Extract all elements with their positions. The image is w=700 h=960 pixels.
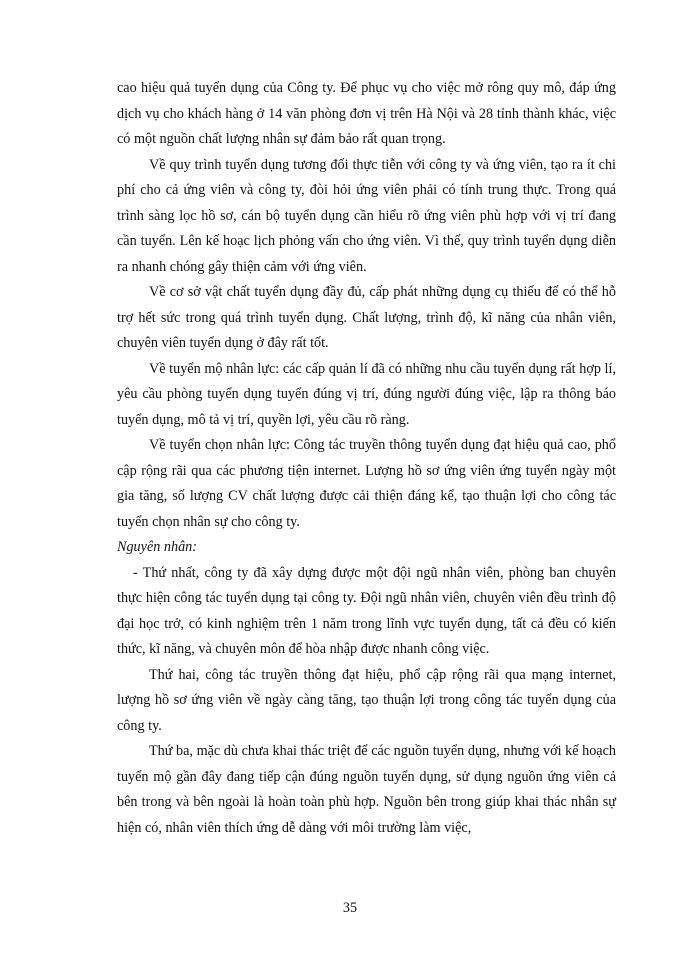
cause-item-first: - Thứ nhất, công ty đã xây dựng được một đội ngũ nhân viên, phòng ban chuyên thực hiện công tác tuyển dụng tại công ty. Đội ngũ nhân viên, chuyên viên đều trình độ đại học trở, có kinh nghiệm trên 1 năm trong lĩnh vực tuyển dụng, tất cả đều có kiến thức, kĩ năng, và chuyên môn để hòa nhập được nhanh công việc.	[117, 564, 616, 657]
body-text	[117, 76, 616, 841]
cause-item-third: Thứ ba, mặc dù chưa khai thác triệt để các nguồn tuyển dụng, nhưng với kế hoạch tuyển mộ gần đây đang tiếp cận đúng nguồn tuyển dụng, sử dụng nguồn ứng viên cả bên trong và bên ngoài là hoàn toàn phù hợp. Nguồn bên trong giúp khai thác nhân sự hiện có, nhân viên thích ứng dễ dàng với môi trường làm việc,	[117, 743, 616, 836]
paragraph-selection: Về tuyển chọn nhân lực: Công tác truyền thông tuyển dụng đạt hiệu quả cao, phổ cập rộng rãi qua các phương tiện internet. Lượng hồ sơ ứng viên ứng tuyển ngày một gia tăng, số lượng CV chất lượng được cải thiện đáng kể, tạo thuận lợi cho công tác tuyển chọn nhân sự cho công ty.	[117, 437, 616, 530]
page-number: 35	[342, 900, 358, 916]
cause-item-second: Thứ hai, công tác truyền thông đạt hiệu, phổ cập rộng rãi qua mạng internet, lượng hồ sơ ứng viên về ngày càng tăng, tạo thuận lợi trong công tác tuyển dụng của công ty.	[117, 666, 616, 734]
paragraph-intro: cao hiệu quả tuyển dụng của Công ty. Để phục vụ cho việc mở rông quy mô, đáp ứng dịch vụ cho khách hàng ở 14 văn phòng đơn vị trên Hà Nội và 28 tỉnh thành khác, việc có một nguồn chất lượng nhân sự đảm bảo rất quan trọng.	[117, 80, 616, 147]
paragraph-process: Về quy trình tuyển dụng tương đối thực tiễn với công ty và ứng viên, tạo ra ít chi phí cho cả ứng viên và công ty, đòi hỏi ứng viên phải có tính trung thực. Trong quá trình sàng lọc hồ sơ, cán bộ tuyển dụng cần hiểu rõ ứng viên phù hợp với vị trí đang cần tuyển. Lên kế hoạc lịch phỏng vấn cho ứng viên. Vì thế, quy trình tuyển dụng diễn ra nhanh chóng gây thiện cảm với ứng viên.	[117, 156, 616, 275]
paragraph-facilities: Về cơ sở vật chất tuyển dụng đầy đủ, cấp phát những dụng cụ thiếu để có thể hỗ trợ hết sức trong quá trình tuyển dụng. Chất lượng, trình độ, kĩ năng của nhân viên, chuyên viên tuyển dụng ở đây rất tốt.	[117, 284, 616, 351]
paragraph-recruitment: Về tuyển mộ nhân lực: các cấp quản lí đã có những nhu cầu tuyển dụng rất hợp lí, yêu cầu phòng tuyển dụng tuyển đúng vị trí, đúng người đúng việc, lập ra thông báo tuyển dụng, mô tả vị trí, quyền lợi, yêu cầu rõ ràng.	[117, 360, 616, 428]
cause-heading: Nguyên nhân:	[117, 539, 197, 555]
